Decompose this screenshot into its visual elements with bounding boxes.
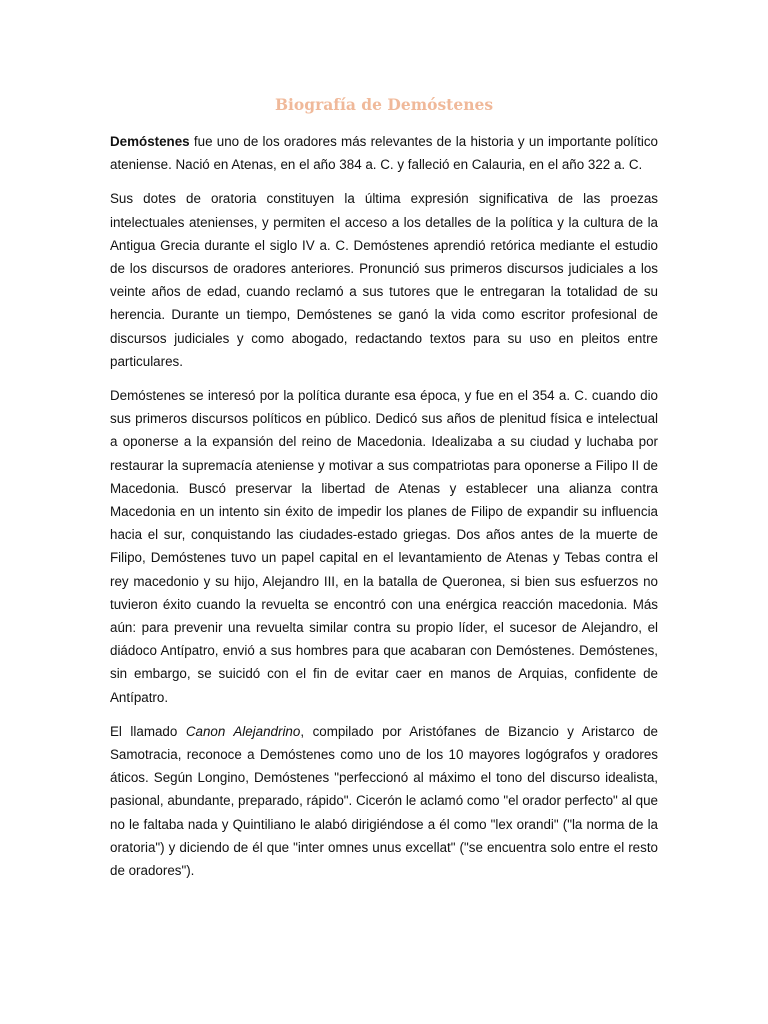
paragraph-1-text: fue uno de los oradores más relevantes de la historia y un importante político ateniense. Nació en Atenas, en el año 384 a. C. y falleció en Calauria, en el año 322 a. C. [110,134,658,173]
paragraph-1 [110,130,658,176]
paragraph-3-text: Demóstenes se interesó por la política durante esa época, y fue en el 354 a. C. cuando dio sus primeros discursos políticos en público. Dedicó sus años de plenitud física e intelectual a oponerse a la expansión del reino de Macedonia. Idealizaba a su ciudad y luchaba por restaurar la supremacía ateniense y motivar a sus compatriotas para oponerse a Filipo II de Macedonia. Buscó preservar la libertad de Atenas y establecer una alianza contra Macedonia en un intento sin éxito de impedir los planes de Filipo de expandir su influencia hacia el sur, conquistando las ciudades-estado griegas. Dos años antes de la muerte de Filipo, Demóstenes tuvo un papel capital en el levantamiento de Atenas y Tebas contra el rey macedonio y su hijo, Alejandro III, en la batalla de Queronea, si bien sus esfuerzos no tuvieron éxito cuando la revuelta se encontró con una enérgica reacción macedonia. Más aún: para prevenir una revuelta similar contra su propio líder, el sucesor de Alejandro, el diádoco Antípatro, envió a sus hombres para que acabaran con Demóstenes. Demóstenes, sin embargo, se suicidó con el fin de evitar caer en manos de Arquias, confidente de Antípatro. [110,388,658,705]
paragraph-4 [110,720,658,882]
paragraph-4-italic-title: Canon Alejandrino [185,723,301,739]
paragraph-2 [110,187,658,373]
paragraph-1-bold-name: Demóstenes [110,134,190,149]
paragraph-4-text-start: El llamado [110,723,186,739]
document-body [110,130,658,893]
paragraph-2-text: Sus dotes de oratoria constituyen la última expresión significativa de las proezas intelectuales atenienses, y permiten el acceso a los detalles de la política y la cultura de la Antigua Grecia durante el siglo IV a. C. Demóstenes aprendió retórica mediante el estudio de los discursos de oradores anteriores. Pronunció sus primeros discursos judiciales a los veinte años de edad, cuando reclamó a sus tutores que le entregaran la totalidad de su herencia. Durante un tiempo, Demóstenes se ganó la vida como escritor profesional de discursos judiciales y como abogado, redactando textos para su uso en pleitos entre particulares. [110,191,658,369]
paragraph-4-text-rest: , compilado por Aristófanes de Bizancio y Aristarco de Samotracia, reconoce a Demóstenes como uno de los 10 mayores logógrafos y oradores áticos. Según Longino, Demóstenes "perfeccionó al máximo el tono del discurso idealista, pasional, abundante, preparado, rápido". Cicerón le aclamó como "el orador perfecto" al que no le faltaba nada y Quintiliano le alabó dirigiéndose a él como "lex orandi" ("la norma de la oratoria") y diciendo de él que "inter omnes unus excellat" ("se encuentra solo entre el resto de oradores"). [110,723,658,879]
document-title: Biografía de Demóstenes [274,95,494,114]
paragraph-3 [110,384,658,709]
document-page [110,0,658,1024]
